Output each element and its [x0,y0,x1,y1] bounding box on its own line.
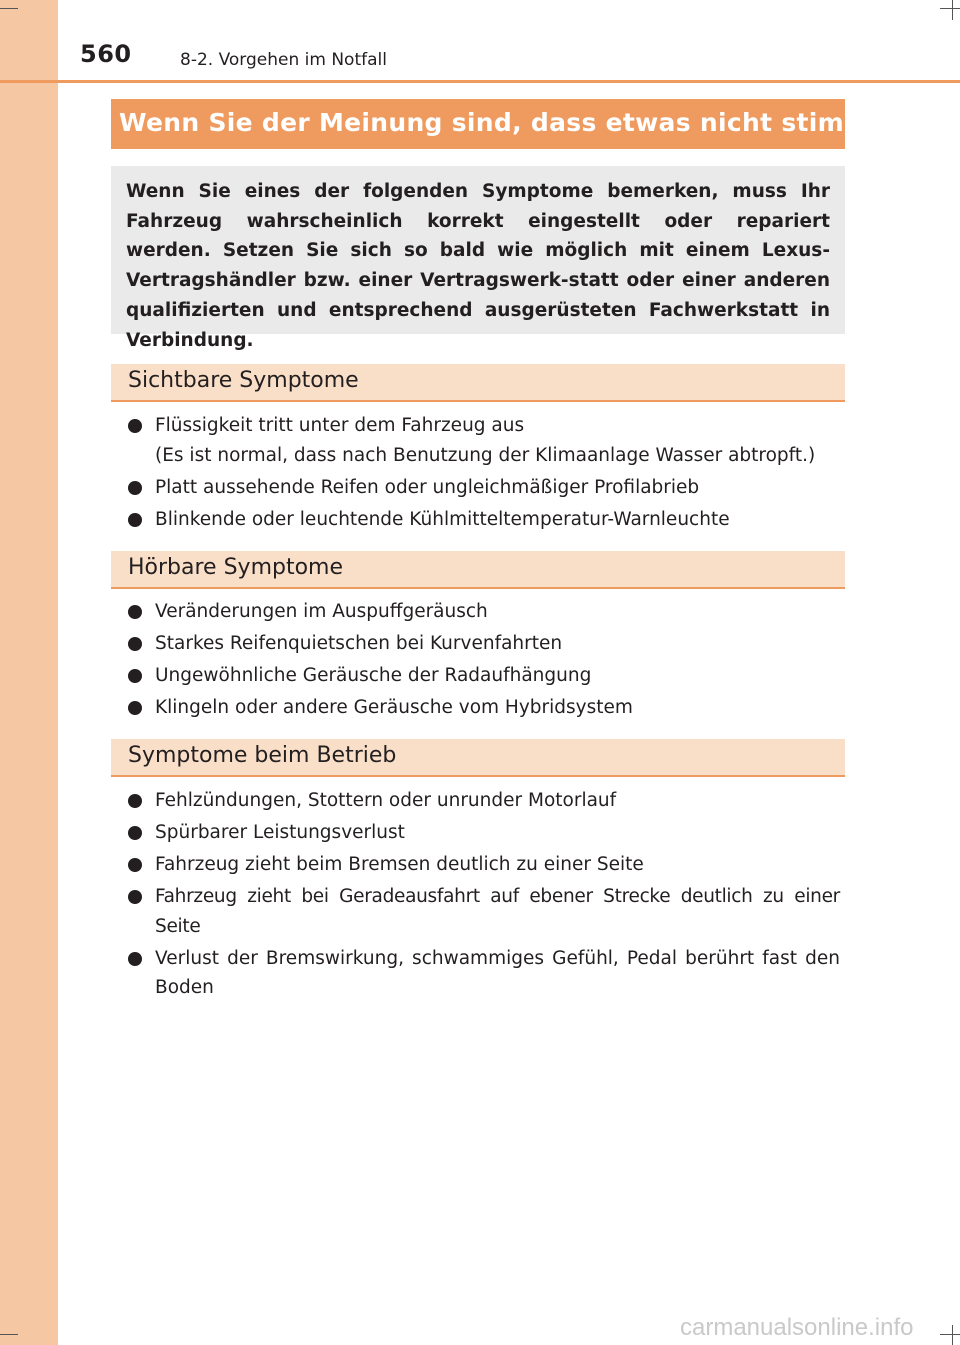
list-item [128,505,840,535]
crop-mark [940,1334,960,1335]
bullet-icon [128,858,142,872]
bullet-icon [128,826,142,840]
bullet-icon [128,669,142,683]
list-item [128,411,840,470]
list-item-text: Blinkende oder leuchtende Kühlmitteltemperatur-Warnleuchte [155,508,730,530]
bullet-icon [128,794,142,808]
operation-symptoms-list [128,786,840,1005]
side-tab-strip [0,0,58,1345]
intro-box [111,166,845,351]
list-item-text: Ungewöhnliche Geräusche der Radaufhängung [155,665,592,686]
list-item [128,597,840,627]
list-item [128,629,840,659]
audible-symptoms-list [128,597,840,725]
intro-text: Wenn Sie eines der folgenden Symptome bemerken, muss Ihr Fahrzeug wahrscheinlich korrekt eingestellt oder repariert werden. Setzen Sie sich so bald wie möglich mit einem Lexus-Vertragshändler bzw. einer Vertragswerk-statt oder einer anderen qualifizierten und entsprechend ausgerüsteten Fachwerkstatt in Verbindung. [126,181,830,351]
bullet-icon [128,701,142,715]
list-item-text: Fahrzeug zieht bei Geradeausfahrt auf ebener Strecke deutlich zu einer Seite [155,886,840,937]
list-item [128,693,840,723]
list-item-text: Spürbarer Leistungsverlust [155,822,405,843]
bullet-icon [128,890,142,904]
list-item [128,786,840,816]
list-item [128,818,840,848]
list-item-text: Flüssigkeit tritt unter dem Fahrzeug aus [155,415,525,436]
subheading-audible-symptoms [111,551,845,589]
page-number: 560 [80,40,132,68]
crop-mark [952,0,953,20]
subheading-visible-symptoms [111,364,845,402]
list-item [128,882,840,941]
list-item-text: Veränderungen im Auspuffgeräusch [155,601,488,622]
visible-symptoms-list [128,411,840,537]
subheading-label: Sichtbare Symptome [128,368,359,393]
list-item-text: Klingeln oder andere Geräusche vom Hybridsystem [155,697,633,718]
list-item [128,473,840,503]
list-item-text: Fehlzündungen, Stottern oder unrunder Motorlauf [155,790,617,811]
bullet-icon [128,952,142,966]
header-rule [0,80,960,83]
list-item-text: Verlust der Bremswirkung, schwammiges Gefühl, Pedal berührt fast den Boden [155,947,840,998]
subheading-label: Hörbare Symptome [128,555,344,580]
list-item-text: Fahrzeug zieht beim Bremsen deutlich zu einer Seite [155,854,644,875]
list-item [128,661,840,691]
subheading-label: Symptome beim Betrieb [128,743,397,768]
crop-mark [0,1334,18,1335]
watermark-text: carmanualsonline.info [680,1314,914,1341]
list-item-text: Starkes Reifenquietschen bei Kurvenfahrten [155,633,563,654]
bullet-icon [128,605,142,619]
list-item-note: (Es ist normal, dass nach Benutzung der Klimaanlage Wasser abtropft.) [155,444,816,466]
bullet-icon [128,637,142,651]
crop-mark [952,1325,953,1345]
list-item [128,944,840,1003]
bullet-icon [128,419,142,433]
section-title-bar [111,99,883,149]
list-item-text: Platt aussehende Reifen oder ungleichmäßiger Profilabrieb [155,476,700,498]
section-label: 8-2. Vorgehen im Notfall [180,50,387,70]
bullet-icon [128,481,142,495]
list-item [128,850,840,880]
crop-mark [0,8,18,9]
subheading-operation-symptoms [111,739,845,777]
bullet-icon [128,513,142,527]
crop-mark [940,8,960,9]
section-title: Wenn Sie der Meinung sind, dass etwas nicht stimmt [119,108,883,137]
